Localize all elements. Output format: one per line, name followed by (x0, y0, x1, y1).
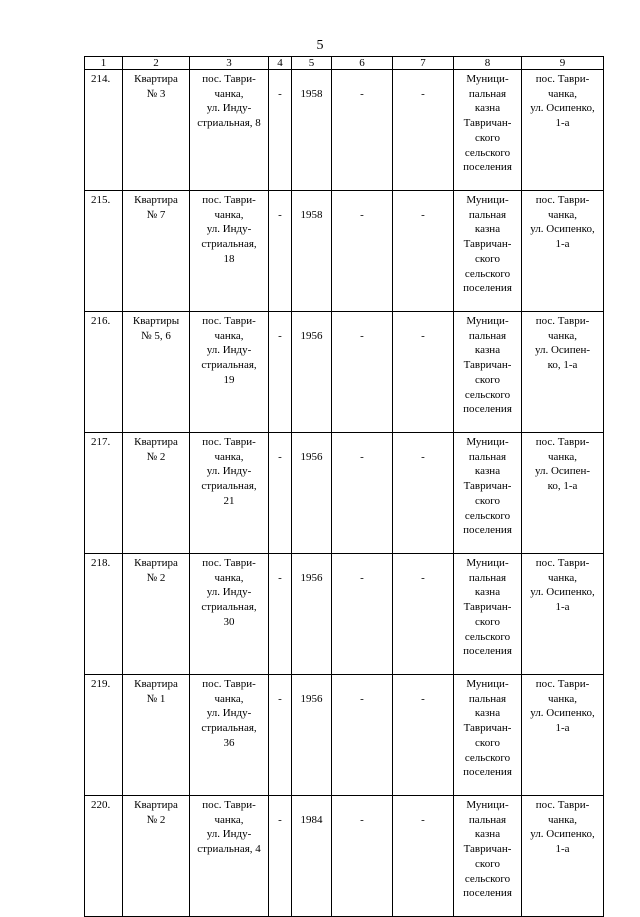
owner-cell: Муници- пальная казна Тавричан- ского сельского поселения (454, 191, 522, 312)
year-cell: 1958 (292, 191, 332, 312)
column-6-cell: - (332, 554, 393, 675)
holder-address-cell: пос. Таври- чанка, ул. Осипенко, 1-а (522, 191, 604, 312)
column-number-row (85, 57, 604, 70)
column-6-cell: - (332, 312, 393, 433)
year-cell: 1956 (292, 554, 332, 675)
column-6-cell: - (332, 191, 393, 312)
column-7-cell: - (393, 312, 454, 433)
holder-address-cell: пос. Таври- чанка, ул. Осипен- ко, 1-а (522, 433, 604, 554)
object-name-cell: Квартира № 1 (123, 675, 190, 796)
year-cell: 1984 (292, 796, 332, 917)
address-cell: пос. Таври- чанка, ул. Инду- стриальная, 8 (190, 70, 269, 191)
table-row (85, 312, 604, 433)
row-number-cell: 220. (85, 796, 123, 917)
table-row (85, 191, 604, 312)
address-cell: пос. Таври- чанка, ул. Инду- стриальная, 18 (190, 191, 269, 312)
column-4-cell: - (269, 433, 292, 554)
year-cell: 1958 (292, 70, 332, 191)
table-row (85, 675, 604, 796)
year-cell: 1956 (292, 312, 332, 433)
row-number-cell: 216. (85, 312, 123, 433)
year-cell: 1956 (292, 675, 332, 796)
object-name-cell: Квартира № 3 (123, 70, 190, 191)
page-number: 5 (316, 38, 324, 53)
owner-cell: Муници- пальная казна Тавричан- ского сельского поселения (454, 554, 522, 675)
column-4-cell: - (269, 191, 292, 312)
owner-cell: Муници- пальная казна Тавричан- ского сельского поселения (454, 70, 522, 191)
holder-address-cell: пос. Таври- чанка, ул. Осипенко, 1-а (522, 554, 604, 675)
column-7-cell: - (393, 70, 454, 191)
row-number-cell: 214. (85, 70, 123, 191)
row-number-cell: 217. (85, 433, 123, 554)
column-4-cell: - (269, 70, 292, 191)
address-cell: пос. Таври- чанка, ул. Инду- стриальная, 30 (190, 554, 269, 675)
object-name-cell: Квартира № 2 (123, 554, 190, 675)
column-header: 3 (190, 57, 269, 70)
column-7-cell: - (393, 675, 454, 796)
owner-cell: Муници- пальная казна Тавричан- ского сельского поселения (454, 796, 522, 917)
address-cell: пос. Таври- чанка, ул. Инду- стриальная, 4 (190, 796, 269, 917)
column-4-cell: - (269, 312, 292, 433)
column-7-cell: - (393, 554, 454, 675)
table-row (85, 70, 604, 191)
row-number-cell: 219. (85, 675, 123, 796)
table-row (85, 554, 604, 675)
column-4-cell: - (269, 554, 292, 675)
address-cell: пос. Таври- чанка, ул. Инду- стриальная, 21 (190, 433, 269, 554)
column-header: 1 (85, 57, 123, 70)
year-cell: 1956 (292, 433, 332, 554)
column-4-cell: - (269, 675, 292, 796)
column-6-cell: - (332, 675, 393, 796)
holder-address-cell: пос. Таври- чанка, ул. Осипенко, 1-а (522, 675, 604, 796)
owner-cell: Муници- пальная казна Тавричан- ского сельского поселения (454, 433, 522, 554)
table-row (85, 433, 604, 554)
holder-address-cell: пос. Таври- чанка, ул. Осипенко, 1-а (522, 70, 604, 191)
column-7-cell: - (393, 433, 454, 554)
column-7-cell: - (393, 796, 454, 917)
column-header: 6 (332, 57, 393, 70)
column-header: 4 (269, 57, 292, 70)
column-4-cell: - (269, 796, 292, 917)
table-row (85, 796, 604, 917)
address-cell: пос. Таври- чанка, ул. Инду- стриальная, 36 (190, 675, 269, 796)
owner-cell: Муници- пальная казна Тавричан- ского сельского поселения (454, 312, 522, 433)
column-header: 2 (123, 57, 190, 70)
object-name-cell: Квартиры № 5, 6 (123, 312, 190, 433)
column-6-cell: - (332, 433, 393, 554)
column-7-cell: - (393, 191, 454, 312)
column-6-cell: - (332, 796, 393, 917)
column-6-cell: - (332, 70, 393, 191)
row-number-cell: 215. (85, 191, 123, 312)
object-name-cell: Квартира № 2 (123, 433, 190, 554)
object-name-cell: Квартира № 7 (123, 191, 190, 312)
property-registry-table (84, 56, 604, 917)
address-cell: пос. Таври- чанка, ул. Инду- стриальная, 19 (190, 312, 269, 433)
column-header: 5 (292, 57, 332, 70)
object-name-cell: Квартира № 2 (123, 796, 190, 917)
column-header: 9 (522, 57, 604, 70)
owner-cell: Муници- пальная казна Тавричан- ского сельского поселения (454, 675, 522, 796)
column-header: 7 (393, 57, 454, 70)
column-header: 8 (454, 57, 522, 70)
holder-address-cell: пос. Таври- чанка, ул. Осипенко, 1-а (522, 796, 604, 917)
row-number-cell: 218. (85, 554, 123, 675)
holder-address-cell: пос. Таври- чанка, ул. Осипен- ко, 1-а (522, 312, 604, 433)
